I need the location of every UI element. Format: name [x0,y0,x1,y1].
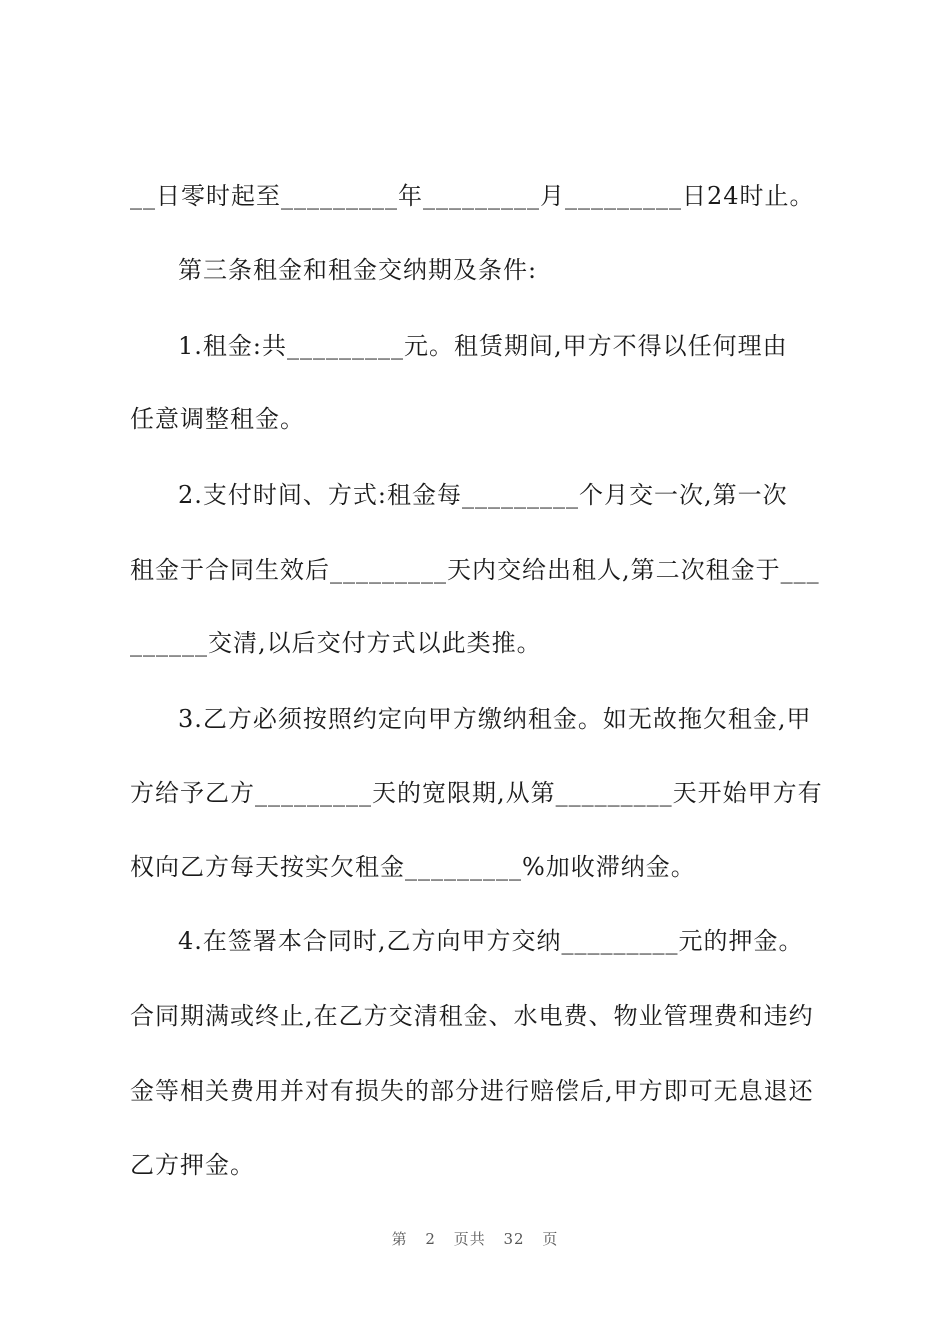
footer-middle: 页共 [453,1230,486,1248]
paragraph-line-1: __日零时起至_________年_________月_________日24时止。 [130,182,815,210]
page-footer [0,1228,950,1249]
footer-suffix: 页 [542,1230,559,1248]
paragraph-line-5: 2.支付时间、方式:租金每_________个月交一次,第一次 [178,481,788,509]
footer-total-pages: 32 [503,1230,525,1248]
paragraph-line-6: 租金于合同生效后_________天内交给出租人,第二次租金于___ [130,556,820,584]
paragraph-line-11: 4.在签署本合同时,乙方向甲方交纳_________元的押金。 [178,927,804,955]
paragraph-line-14: 乙方押金。 [130,1151,255,1179]
paragraph-line-4: 任意调整租金。 [130,405,305,433]
paragraph-line-10: 权向乙方每天按实欠租金_________%加收滞纳金。 [130,853,696,881]
paragraph-line-12: 合同期满或终止,在乙方交清租金、水电费、物业管理费和违约 [130,1002,814,1030]
footer-page-number: 2 [425,1230,436,1248]
paragraph-line-8: 3.乙方必须按照约定向甲方缴纳租金。如无故拖欠租金,甲 [178,705,812,733]
paragraph-line-9: 方给予乙方_________天的宽限期,从第_________天开始甲方有 [130,779,823,807]
paragraph-line-7: ______交清,以后交付方式以此类推。 [130,629,542,657]
paragraph-line-2: 第三条租金和租金交纳期及条件: [178,256,538,284]
paragraph-line-3: 1.租金:共_________元。租赁期间,甲方不得以任何理由 [178,332,788,360]
footer-prefix: 第 [391,1230,408,1248]
paragraph-line-13: 金等相关费用并对有损失的部分进行赔偿后,甲方即可无息退还 [130,1077,814,1105]
